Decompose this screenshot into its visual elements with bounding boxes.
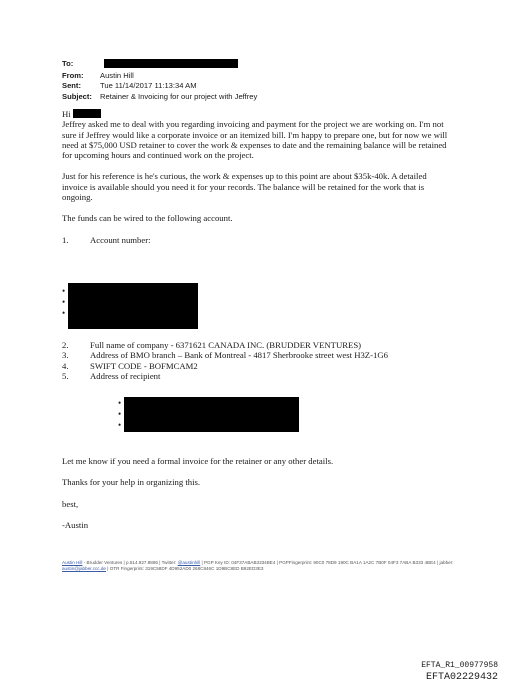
email-header bbox=[62, 59, 482, 102]
list-item: 2. Full name of company - 6371621 CANADA INC. (BRUDDER VENTURES) bbox=[62, 340, 362, 350]
list-bullet: • bbox=[62, 308, 66, 318]
footer-name-link[interactable]: Austin Hill bbox=[62, 560, 83, 565]
header-from-row bbox=[62, 71, 482, 81]
greeting: Hi bbox=[62, 109, 71, 119]
bates-stamp-primary: EFTA_R1_00977958 bbox=[421, 661, 498, 670]
subject-label: Subject: bbox=[62, 91, 92, 101]
bates-stamp-secondary: EFTA02229432 bbox=[425, 672, 498, 683]
redaction-box bbox=[104, 59, 238, 68]
paragraph-reference: Just for his reference is he's curious, the work & expenses up to this point are about $35k-40k. A detailed invoice is available should you need it for your records. The balance will be retained for the work that is ongoing. bbox=[62, 171, 427, 203]
email-footer: Austin Hill - Brudder Ventures | p.514.927.8886 | Twitter: @austinhill | PGP Key ID: 04F37ABAB3334BE4 | PGPFingerprint: 90C0 78D9 190C BA1A 1A2C 7B0F 04F3 7ABA B333 4BE4 | jabber: austin@jabber.ccc.de | OTR Fingerprint: 319C58DF 4D952AD0 268C846C 1D9BC8ED B92ED3E3 bbox=[62, 560, 454, 572]
list-bullet: • bbox=[118, 420, 122, 430]
email-body-list bbox=[62, 340, 452, 381]
from-label: From: bbox=[62, 71, 84, 81]
paragraph-thanks: Thanks for your help in organizing this. bbox=[62, 477, 201, 488]
redaction-box bbox=[124, 397, 299, 432]
list-bullet: • bbox=[62, 297, 66, 307]
header-to-row bbox=[62, 59, 482, 71]
list-item: 4. SWIFT CODE - BOFMCAM2 bbox=[62, 360, 198, 371]
signoff: best, bbox=[62, 498, 79, 509]
email-body bbox=[62, 109, 452, 245]
list-item: 1. Account number: bbox=[62, 234, 151, 245]
list-item: 5. Address of recipient bbox=[62, 370, 161, 381]
list-item: 3. Address of BMO branch – Bank of Montreal - 4817 Sherbrooke street west H3Z-1G6 bbox=[62, 350, 388, 361]
greeting-line bbox=[62, 109, 452, 119]
paragraph-wire: The funds can be wired to the following account. bbox=[62, 213, 233, 224]
footer-twitter-link[interactable]: @austinhill bbox=[177, 560, 201, 565]
email-body-closing bbox=[62, 456, 452, 530]
redacted-recipient-list bbox=[118, 398, 121, 431]
from-value: Austin Hill bbox=[100, 71, 134, 81]
sent-value: Tue 11/14/2017 11:13:34 AM bbox=[100, 81, 197, 91]
redaction-box bbox=[68, 283, 198, 329]
to-label: To: bbox=[62, 59, 74, 68]
paragraph-invoice: Let me know if you need a formal invoice for the retainer or any other details. bbox=[62, 456, 334, 466]
redacted-account-list bbox=[62, 286, 65, 319]
header-sent-row bbox=[62, 81, 482, 91]
footer-jabber-link[interactable]: austin@jabber.ccc.de bbox=[62, 566, 106, 572]
list-bullet: • bbox=[118, 409, 122, 419]
header-subject-row bbox=[62, 92, 482, 102]
list-bullet: • bbox=[118, 398, 122, 408]
sent-label: Sent: bbox=[62, 81, 81, 91]
redaction-box bbox=[73, 109, 101, 118]
subject-value: Retainer & Invoicing for our project with Jeffrey bbox=[100, 91, 258, 101]
paragraph-request: Jeffrey asked me to deal with you regarding invoicing and payment for the project we are working on. I'm not sure if Jeffrey would like a corporate invoice or an itemized bill. I'm happy to prepare one, but for now we will need at $75,000 USD retainer to cover the work & expenses to date and the remaining balance will be retained for upcoming hours and continued work on the project. bbox=[62, 119, 448, 161]
list-bullet: • bbox=[62, 286, 66, 296]
signature: -Austin bbox=[62, 519, 89, 530]
